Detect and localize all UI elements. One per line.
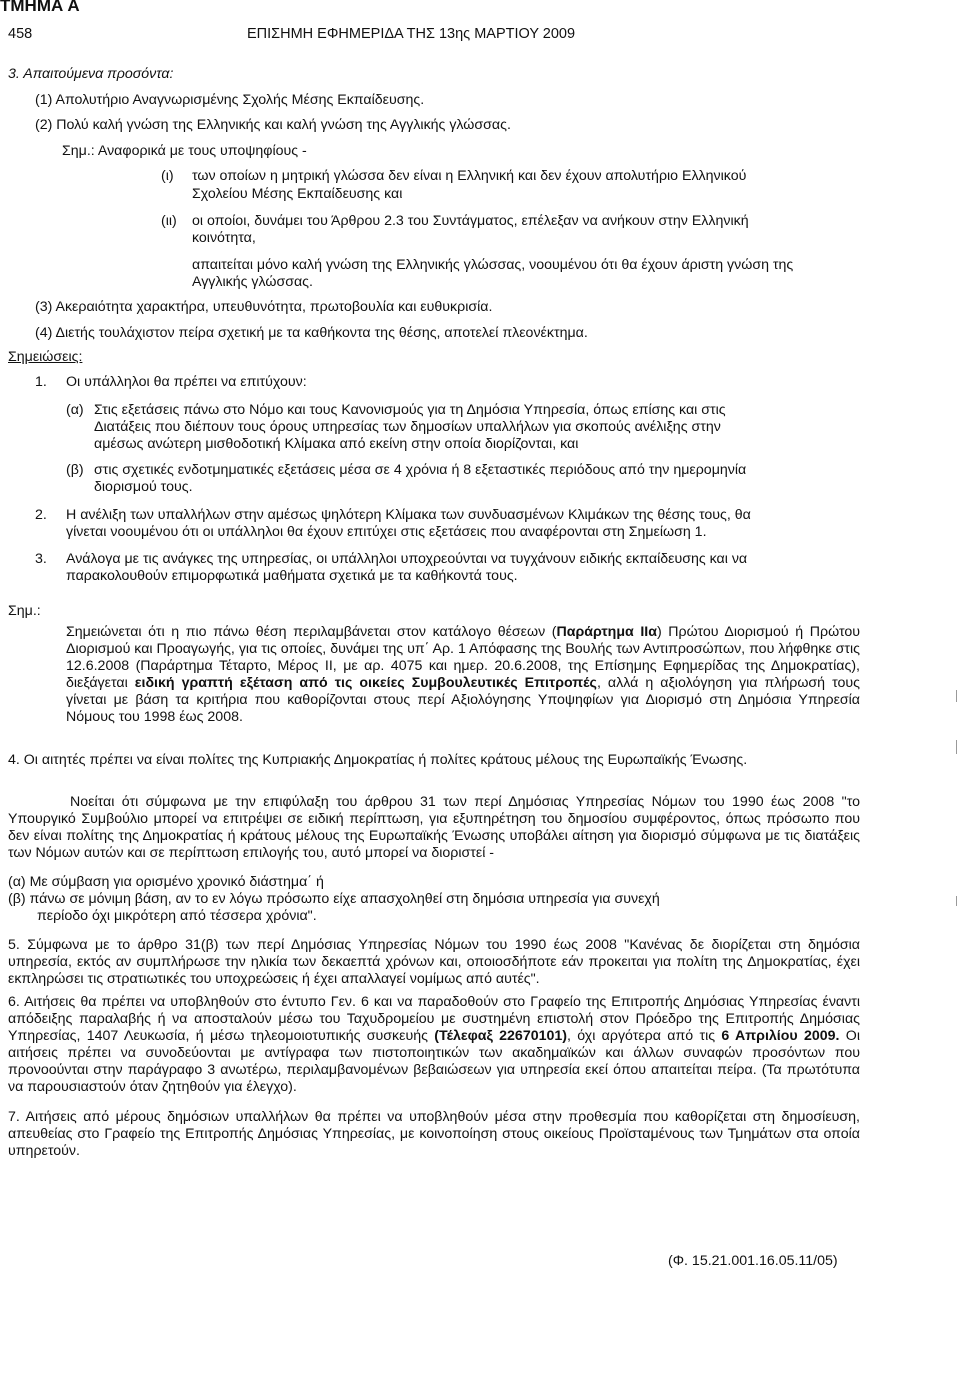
note-1a-label: (α): [66, 402, 84, 418]
note-1b-line-2: διορισμού τους.: [94, 479, 193, 495]
gazette-header: ΕΠΙΣΗΜΗ ΕΦΗΜΕΡΙΔΑ ΤΗΣ 13ης ΜΑΡΤΙΟΥ 2009: [247, 26, 576, 42]
sim-text-3: , αλλά η αξιολόγηση για πλήρωσή τους γίνεται με βάση τα κριτήρια που καθορίζονται στους περί Αξιολόγησης Υποψηφίων για Διορισμό στη Δημόσια Υπηρεσία Νόμους του 1998 έως 2008.: [66, 675, 860, 725]
note-1a-line-2: Διατάξεις που διέπουν τους όρους υπηρεσίας των δημοσίων υπαλλήλων για σκοπούς ανέλιξης στην: [94, 419, 721, 435]
sub-item-i-line-1: των οποίων η μητρική γλώσσα δεν είναι η Ελληνική και δεν έχουν απολυτήριο Ελληνικού: [192, 168, 747, 184]
language-requirement-line-2: Αγγλικής γλώσσας.: [192, 274, 313, 290]
proviso-item-b-line-1: (β) πάνω σε μόνιμη βάση, αν το εν λόγω πρόσωπο είχε απασχοληθεί στη δημόσια υπηρεσία για συνεχή: [8, 891, 660, 907]
language-requirement-line-1: απαιτείται μόνο καλή γνώση της Ελληνικής γλώσσας, νοουμένου ότι θα έχουν άριστη γνώση της: [192, 257, 794, 273]
note-2-line-1: Η ανέλιξη των υπαλλήλων στην αμέσως ψηλότερη Κλίμακα των συνδυασμένων Κλιμάκων της θέσης τους, θα: [66, 507, 751, 523]
file-reference: (Φ. 15.21.001.16.05.11/05): [668, 1253, 838, 1269]
paragraph-4: 4. Οι αιτητές πρέπει να είναι πολίτες της Κυπριακής Δημοκρατίας ή πολίτες κράτους μέλους της Ευρωπαϊκής Ένωσης.: [8, 752, 748, 768]
sub-item-ii-line-1: οι οποίοι, δυνάμει του Άρθρου 2.3 του Συντάγματος, επέλεξαν να ανήκουν στην Ελληνική: [192, 213, 749, 229]
proviso-item-a: (α) Με σύμβαση για ορισμένο χρονικό διάστημα΄ ή: [8, 874, 324, 890]
sim-annex-ref: Παράρτημα IIα: [556, 624, 657, 640]
note-2-number: 2.: [35, 507, 47, 523]
note-1b-label: (β): [66, 462, 84, 478]
requirements-heading: 3. Απαιτούμενα προσόντα:: [8, 66, 174, 82]
sim-text-1: Σημειώνεται ότι η πιο πάνω θέση περιλαμβάνεται στον κατάλογο θέσεων (: [66, 624, 557, 640]
sim-paragraph: [66, 624, 860, 726]
note-1-text: Οι υπάλληλοι θα πρέπει να επιτύχουν:: [66, 374, 307, 390]
paragraph-7: 7. Αιτήσεις από μέρους δημόσιων υπαλλήλων θα πρέπει να υποβληθούν μέσα στην προθεσμία που καθορίζεται στη δημοσίευση, απευθείας στο Γραφείο της Επιτροπής Δημόσιας Υπηρεσίας, με κοινοποίηση στους οικείους Προϊσταμένους των Τμημάτων στα οποία υπηρετούν.: [8, 1109, 860, 1159]
sub-item-ii-label: (ιι): [161, 213, 177, 229]
note-1a-line-3: αμέσως ανώτερη μισθοδοτική Κλίμακα από εκείνη στην οποία διορίζονται, και: [94, 436, 579, 452]
paragraph-4-proviso: Νοείται ότι σύμφωνα με την επιφύλαξη του άρθρου 31 των περί Δημόσιας Υπηρεσίας Νόμων του 1990 έως 2008 "το Υπουργικό Συμβούλιο μπορεί να επιτρέψει σε ειδική περίπτωση, για εξυπηρέτηση του δημοσίου συμφέροντος, όπως πρόσωπο που δεν είναι πολίτης της Δημοκρατίας ή κράτους μέλους της Ευρωπαϊκής Ένωσης υποβάλει αίτηση για διορισμό σύμφωνα με τις διατάξεις των Νόμων αυτών και σε περίπτωση επιλογής του, αυτό μπορεί να διοριστεί -: [8, 794, 860, 861]
fax-number: (Τέλεφαξ 22670101): [434, 1028, 567, 1044]
page-number: 458: [8, 26, 33, 42]
section-label: ΤΜΗΜΑ Α: [0, 0, 80, 15]
note-2-line-2: γίνεται νοουμένου ότι οι υπάλληλοι θα έχουν επιτύχει στις εξετάσεις που αναφέρονται στη Σημείωση 1.: [66, 524, 707, 540]
note-3-number: 3.: [35, 551, 47, 567]
sub-item-ii-line-2: κοινότητα,: [192, 230, 256, 246]
paragraph-6-text-2: , όχι αργότερα από τις: [567, 1028, 722, 1044]
paragraph-6: [8, 994, 860, 1096]
note-1-number: 1.: [35, 374, 47, 390]
language-note-lead: Σημ.: Αναφορικά με τους υποψηφίους -: [62, 143, 307, 159]
sim-text-2: ) Πρώτου Διορισμού ή Πρώτου Διορισμού και Προαγωγής, για τις οποίες, δυνάμει της υπ΄ Αρ. 1 Απόφασης της Βουλής των Αντιπροσώπων, που λήφθηκε στις 12.6.2008 (Παράρτημα Τέταρτο, Μέρος ΙΙ, με αρ. 4075 και ημερ. 20.6.2008, της Επίσημης Εφημερίδας της Δημοκρατίας), διεξάγεται: [66, 624, 860, 691]
note-3-line-1: Ανάλογα με τις ανάγκες της υπηρεσίας, οι υπάλληλοι υποχρεούνται να τυγχάνουν ειδικής εκπαίδευσης και να: [66, 551, 748, 567]
sub-item-i-label: (ι): [161, 168, 174, 184]
notes-heading: Σημειώσεις:: [8, 349, 83, 365]
note-1b-line-1: στις σχετικές ενδοτμηματικές εξετάσεις μέσα σε 4 χρόνια ή 8 εξεταστικές περιόδους από την ημερομηνία: [94, 462, 747, 478]
scan-edge-mark: [956, 740, 957, 754]
sub-item-i-line-2: Σχολείου Μέσης Εκπαίδευσης και: [192, 186, 403, 202]
sim-label: Σημ.:: [8, 603, 41, 619]
scan-edge-mark: [956, 690, 957, 702]
requirement-3: (3) Ακεραιότητα χαρακτήρα, υπευθυνότητα, πρωτοβουλία και ευθυκρισία.: [35, 299, 493, 315]
deadline-date: 6 Απριλίου 2009.: [721, 1028, 840, 1044]
sim-written-exam: ειδική γραπτή εξέταση από τις οικείες Συμβουλευτικές Επιτροπές: [134, 675, 597, 691]
requirement-2: (2) Πολύ καλή γνώση της Ελληνικής και καλή γνώση της Αγγλικής γλώσσας.: [35, 117, 511, 133]
paragraph-6-text-1: 6. Αιτήσεις θα πρέπει να υποβληθούν στο έντυπο Γεν. 6 και να παραδοθούν στο Γραφείο της Επιτροπής Δημόσιας Υπηρεσίας έναντι απόδειξης παραλαβής ή να αποσταλούν μέσω του Ταχυδρομείου με συστημένη επιστολή στον Πρόεδρο της Επιτροπής Δημόσιας Υπηρεσίας, 1407 Λευκωσία, ή μέσω τηλεομοιοτυπικής συσκευής: [8, 994, 860, 1044]
paragraph-5: 5. Σύμφωνα με το άρθρο 31(β) των περί Δημόσιας Υπηρεσίας Νόμων του 1990 έως 2008 "Κανένας δε διορίζεται στη δημόσια υπηρεσία, εκτός αν συμπλήρωσε την ηλικία των δεκαεπτά χρόνων και, οποιοσδήποτε εάν προκειται για πολίτη της Δημοκρατίας, έχει εκπληρώσει τις στρατιωτικές του υποχρεώσεις ή έχει απαλλαγεί νομίμως από αυτές".: [8, 937, 860, 987]
requirement-1: (1) Απολυτήριο Αναγνωρισμένης Σχολής Μέσης Εκπαίδευσης.: [35, 92, 425, 108]
paragraph-6-text-3: Οι αιτήσεις πρέπει να συνοδεύονται με αντίγραφα των πιστοποιητικών των ακαδημαϊκών και άλλων συναφών προσόντων που προνοούνται στην παράγραφο 3 ανωτέρω, περιλαμβανομένων βεβαιώσεων για υπηρεσία εκεί όπου απαιτείται πείρα. (Τα πρωτότυπα να παρουσιαστούν όταν ζητηθούν για έλεγχο).: [8, 1028, 860, 1095]
proviso-item-b-line-2: περίοδο όχι μικρότερη από τέσσερα χρόνια".: [37, 908, 317, 924]
note-3-line-2: παρακολουθούν επιμορφωτικά μαθήματα σχετικά με τα καθήκοντά τους.: [66, 568, 518, 584]
requirement-4: (4) Διετής τουλάχιστον πείρα σχετική με τα καθήκοντα της θέσης, αποτελεί πλεονέκτημα.: [35, 325, 588, 341]
scan-edge-mark: [956, 896, 957, 906]
note-1a-line-1: Στις εξετάσεις πάνω στο Νόμο και τους Κανονισμούς για τη Δημόσια Υπηρεσία, όπως επίσης και στις: [94, 402, 726, 418]
